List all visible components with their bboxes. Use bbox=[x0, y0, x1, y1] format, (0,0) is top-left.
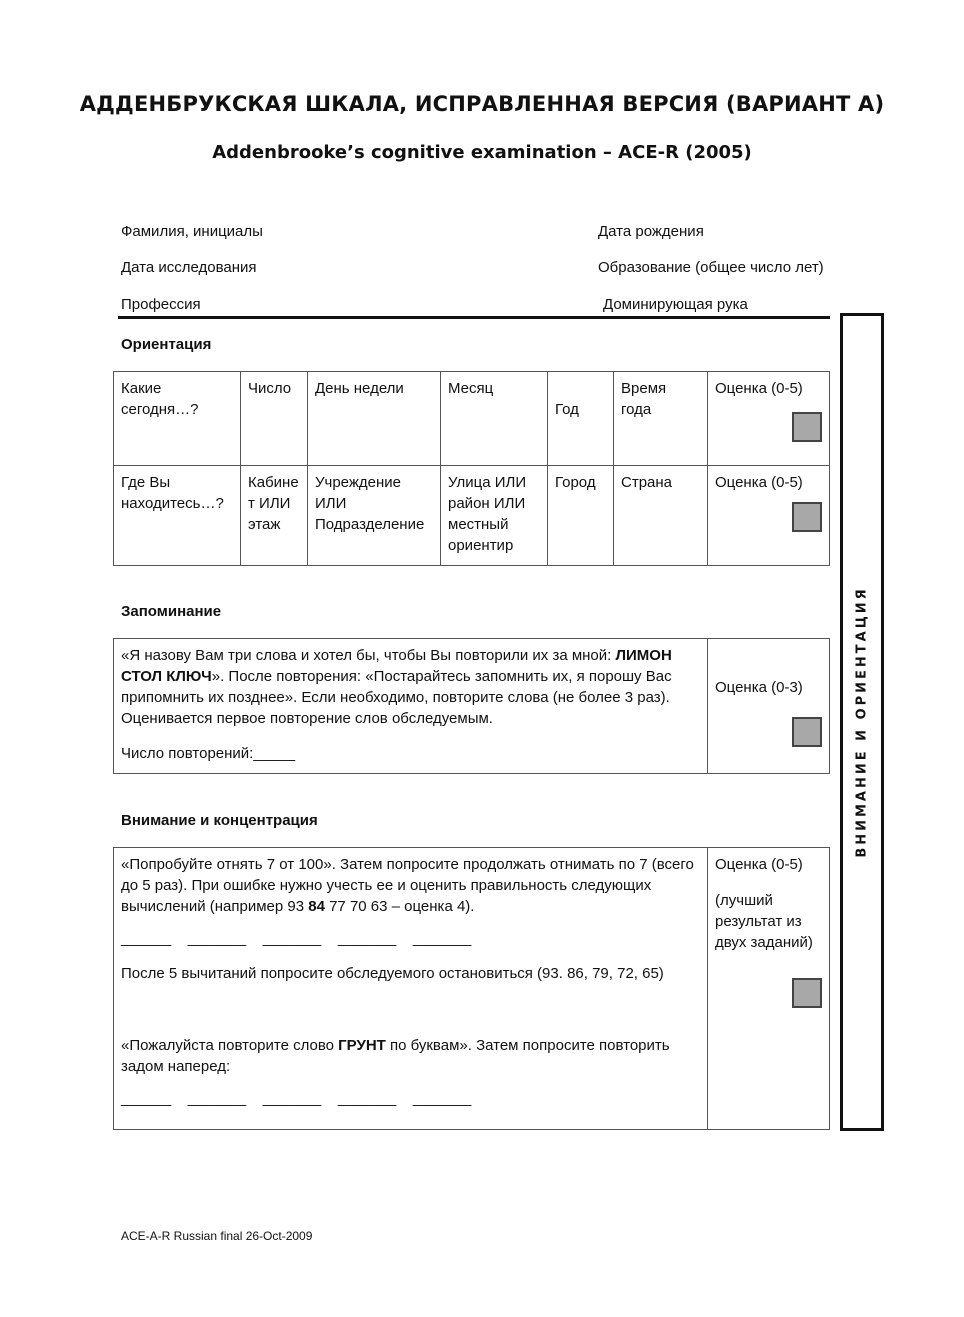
orientation-score-label-time: Оценка (0-5) bbox=[715, 380, 803, 397]
attention-stop-text: После 5 вычитаний попросите обследуемого остановиться (93. 86, 79, 72, 65) bbox=[121, 965, 664, 982]
attention-heading: Внимание и концентрация bbox=[121, 812, 318, 829]
field-profession: Профессия bbox=[121, 296, 201, 313]
memory-text-a: «Я назову Вам три слова и хотел бы, чтобы Вы повторили их за мной: bbox=[121, 647, 616, 664]
header-divider bbox=[118, 316, 830, 319]
memory-table bbox=[113, 638, 830, 774]
orientation-score-cell-time bbox=[708, 372, 830, 466]
field-dominant-hand: Доминирующая рука bbox=[603, 296, 748, 313]
attention-text1-b: 77 70 63 – оценка 4). bbox=[324, 898, 475, 915]
orientation-cell-street: Улица ИЛИ район ИЛИ местный ориентир bbox=[441, 466, 548, 566]
orientation-row-time bbox=[114, 372, 830, 466]
orientation-score-label-place: Оценка (0-5) bbox=[715, 474, 803, 491]
attention-row bbox=[114, 848, 830, 1130]
orientation-row-place bbox=[114, 466, 830, 566]
orientation-table bbox=[113, 371, 830, 566]
memory-row bbox=[114, 639, 830, 774]
memory-repeats: Число повторений:_____ bbox=[121, 745, 296, 762]
attention-text1-a: «Попробуйте отнять 7 от 100». Затем попросите продолжать отнимать по 7 (всего до 5 раз). При ошибке нужно учесть ее и оценить правильность следующих вычислений (например 93 bbox=[121, 856, 694, 915]
attention-text3-bold: ГРУНТ bbox=[338, 1037, 386, 1054]
orientation-question-place: Где Вы находитесь…? bbox=[114, 466, 241, 566]
memory-score-box[interactable] bbox=[792, 717, 822, 747]
memory-instruction-cell bbox=[114, 639, 708, 774]
attention-answer-blanks-2[interactable]: ______ _______ _______ _______ _______ bbox=[121, 1090, 472, 1107]
document-title: АДДЕНБРУКСКАЯ ШКАЛА, ИСПРАВЛЕННАЯ ВЕРСИЯ (ВАРИАНТ А) bbox=[79, 92, 885, 116]
attention-score-label: Оценка (0-5) bbox=[715, 856, 803, 873]
attention-score-box[interactable] bbox=[792, 978, 822, 1008]
field-exam-date: Дата исследования bbox=[121, 259, 257, 276]
orientation-score-cell-place bbox=[708, 466, 830, 566]
attention-score-cell bbox=[708, 848, 830, 1130]
attention-table bbox=[113, 847, 830, 1130]
attention-text1-bold: 84 bbox=[308, 898, 325, 915]
orientation-cell-year: Год bbox=[548, 372, 614, 466]
orientation-cell-city: Город bbox=[548, 466, 614, 566]
attention-instruction-cell bbox=[114, 848, 708, 1130]
memory-text-b: ». После повторения: «Постарайтесь запомнить их, я порошу Вас припомнить их позднее». Если необходимо, повторите слова (не более 3 раз). Оценивается первое повторение слов обследуемым. bbox=[121, 668, 672, 727]
orientation-score-box-time[interactable] bbox=[792, 412, 822, 442]
memory-instruction bbox=[121, 645, 700, 729]
attention-text3-a: «Пожалуйста повторите слово bbox=[121, 1037, 339, 1054]
orientation-cell-institution: Учреждение ИЛИ Подразделение bbox=[308, 466, 441, 566]
orientation-cell-country: Страна bbox=[614, 466, 708, 566]
memory-score-cell bbox=[708, 639, 830, 774]
attention-spell-text bbox=[121, 1035, 700, 1077]
sidebar-label: ВНИМАНИЕ И ОРИЕНТАЦИЯ bbox=[854, 586, 870, 858]
orientation-cell-room: Кабине т ИЛИ этаж bbox=[241, 466, 308, 566]
section-sidebar bbox=[840, 313, 884, 1131]
orientation-cell-month: Месяц bbox=[441, 372, 548, 466]
memory-words: ЛИМОН СТОЛ КЛЮЧ bbox=[121, 647, 672, 685]
attention-serial7-text bbox=[121, 854, 700, 917]
orientation-cell-season: Время года bbox=[614, 372, 708, 466]
attention-score-note: (лучший результат из двух заданий) bbox=[715, 892, 813, 951]
orientation-score-box-place[interactable] bbox=[792, 502, 822, 532]
field-surname: Фамилия, инициалы bbox=[121, 223, 263, 240]
orientation-heading: Ориентация bbox=[121, 336, 212, 353]
document-subtitle: Addenbrooke’s cognitive examination – ACE-R (2005) bbox=[212, 142, 752, 163]
attention-text3-b: по буквам». Затем попросите повторить задом наперед: bbox=[121, 1037, 670, 1075]
orientation-cell-date: Число bbox=[241, 372, 308, 466]
memory-heading: Запоминание bbox=[121, 603, 222, 620]
field-education: Образование (общее число лет) bbox=[598, 259, 824, 276]
orientation-cell-weekday: День недели bbox=[308, 372, 441, 466]
orientation-question-time: Какие сегодня…? bbox=[114, 372, 241, 466]
attention-answer-blanks-1[interactable]: ______ _______ _______ _______ _______ bbox=[121, 930, 472, 947]
memory-score-label: Оценка (0-3) bbox=[715, 679, 803, 696]
field-birthdate: Дата рождения bbox=[598, 223, 704, 240]
footer-note: ACE-A-R Russian final 26-Oct-2009 bbox=[121, 1229, 313, 1243]
